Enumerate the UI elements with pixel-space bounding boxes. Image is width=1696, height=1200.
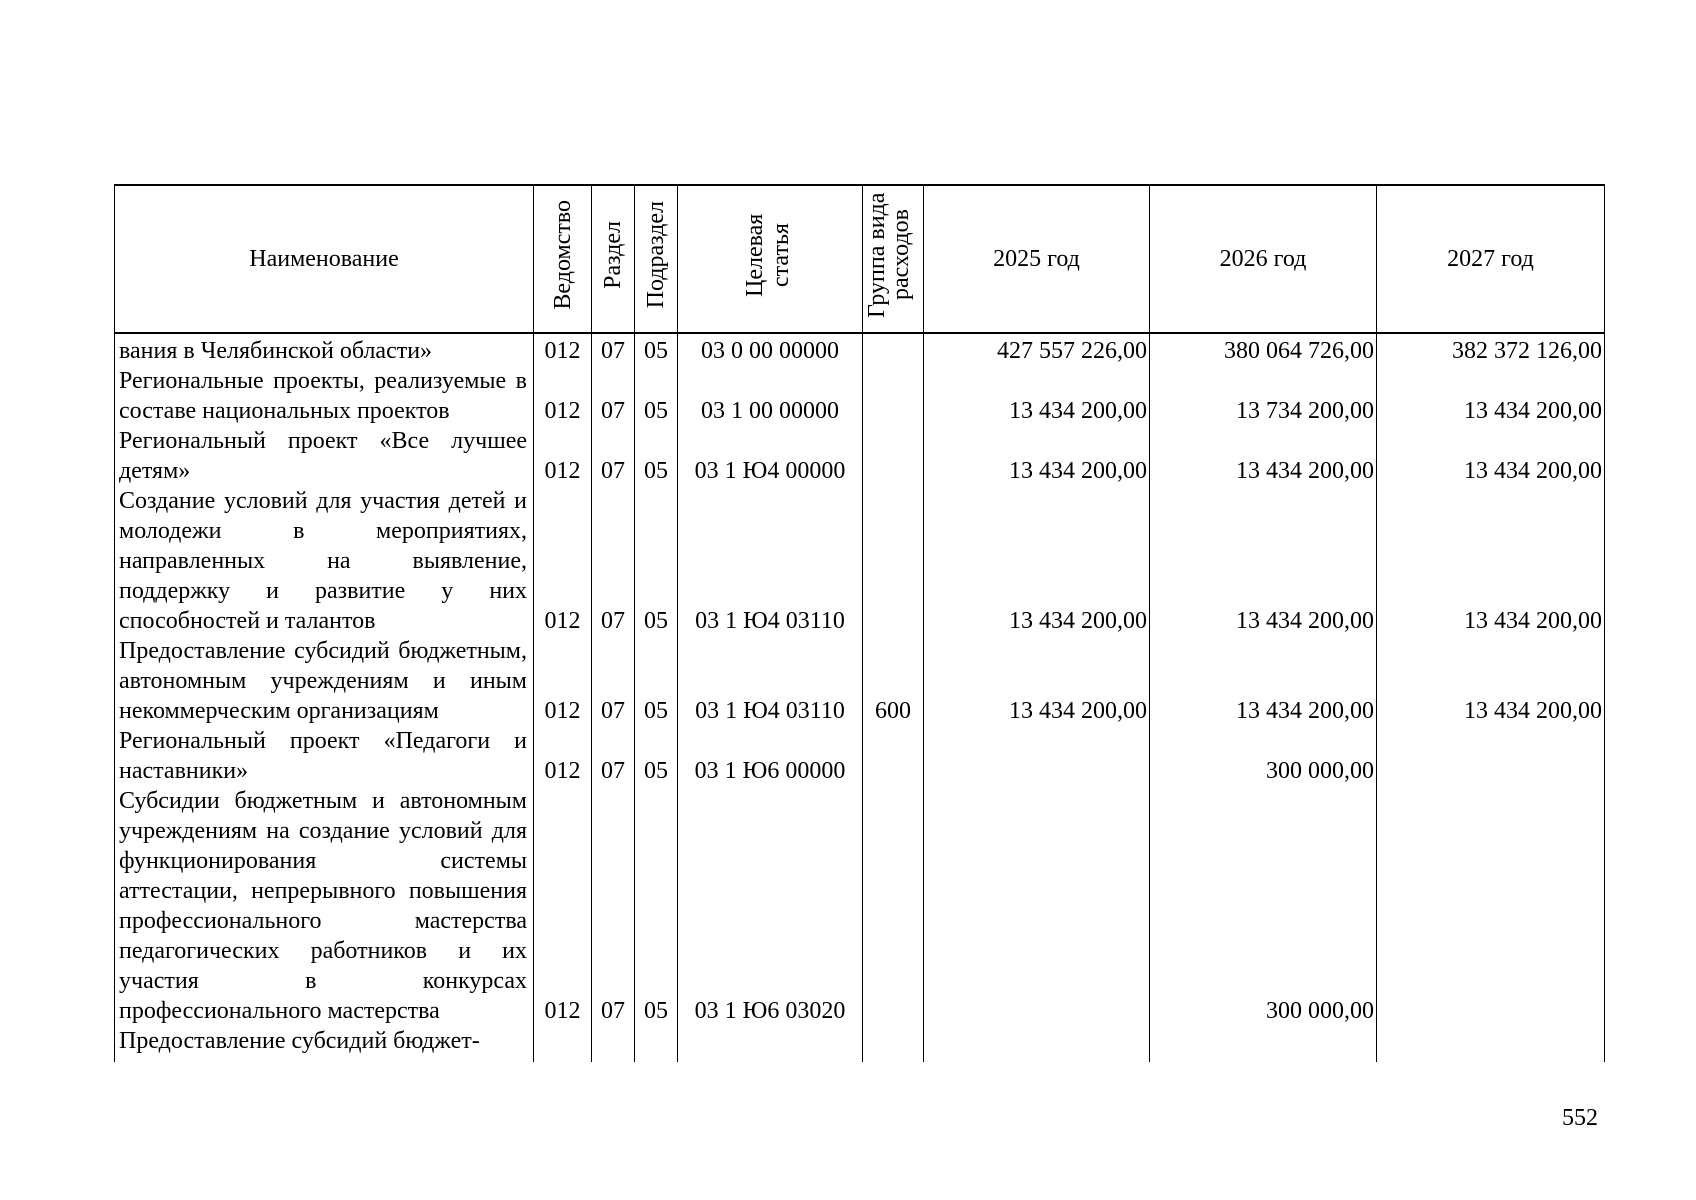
row-2027: 13 434 200,00	[1377, 636, 1605, 726]
row-2027: 13 434 200,00	[1377, 426, 1605, 486]
row-gruppa	[863, 486, 924, 636]
row-vedomstvo: 012	[534, 366, 592, 426]
row-podrazdel: 05	[635, 426, 678, 486]
row-2025	[924, 1026, 1150, 1062]
row-razdel: 07	[592, 366, 635, 426]
row-vedomstvo	[534, 1026, 592, 1062]
row-name: вания в Челябинской области»	[115, 333, 534, 366]
row-tselevaya: 03 1 Ю4 00000	[678, 426, 863, 486]
row-2026: 13 434 200,00	[1150, 426, 1377, 486]
row-vedomstvo: 012	[534, 726, 592, 786]
row-razdel	[592, 1026, 635, 1062]
row-2026: 380 064 726,00	[1150, 333, 1377, 366]
row-name: Создание условий для участия детей и молодежи в мероприятиях, направленных на выявление, поддержку и развитие у них способностей и талантов	[115, 486, 534, 636]
row-tselevaya: 03 1 Ю4 03110	[678, 486, 863, 636]
row-vedomstvo: 012	[534, 426, 592, 486]
row-tselevaya: 03 0 00 00000	[678, 333, 863, 366]
row-2027	[1377, 726, 1605, 786]
row-gruppa	[863, 726, 924, 786]
row-name: Предоставление субсидий бюджет-	[115, 1026, 534, 1062]
page-number: 552	[1562, 1105, 1598, 1131]
row-2027	[1377, 786, 1605, 1026]
row-gruppa	[863, 333, 924, 366]
header-podrazdel: Подраздел	[635, 185, 678, 333]
row-2027: 13 434 200,00	[1377, 486, 1605, 636]
row-podrazdel: 05	[635, 636, 678, 726]
row-gruppa	[863, 1026, 924, 1062]
header-2026: 2026 год	[1150, 185, 1377, 333]
header-name: Наименование	[115, 185, 534, 333]
row-tselevaya	[678, 1026, 863, 1062]
row-vedomstvo: 012	[534, 786, 592, 1026]
row-gruppa: 600	[863, 636, 924, 726]
row-razdel: 07	[592, 426, 635, 486]
row-2025: 13 434 200,00	[924, 426, 1150, 486]
row-2026: 13 434 200,00	[1150, 636, 1377, 726]
row-2027: 13 434 200,00	[1377, 366, 1605, 426]
row-tselevaya: 03 1 Ю6 00000	[678, 726, 863, 786]
table-row	[115, 786, 1605, 1026]
row-razdel: 07	[592, 636, 635, 726]
header-2027: 2027 год	[1377, 185, 1605, 333]
row-podrazdel: 05	[635, 486, 678, 636]
table-row	[115, 426, 1605, 486]
row-podrazdel: 05	[635, 726, 678, 786]
row-gruppa	[863, 786, 924, 1026]
row-2025: 13 434 200,00	[924, 366, 1150, 426]
row-2026: 300 000,00	[1150, 726, 1377, 786]
row-tselevaya: 03 1 Ю4 03110	[678, 636, 863, 726]
row-tselevaya: 03 1 00 00000	[678, 366, 863, 426]
row-podrazdel	[635, 1026, 678, 1062]
row-2026	[1150, 1026, 1377, 1062]
header-row	[115, 185, 1605, 333]
row-vedomstvo: 012	[534, 486, 592, 636]
table-row	[115, 1026, 1605, 1062]
row-2026: 13 734 200,00	[1150, 366, 1377, 426]
row-2025: 13 434 200,00	[924, 486, 1150, 636]
row-podrazdel: 05	[635, 333, 678, 366]
table-row	[115, 333, 1605, 366]
row-tselevaya: 03 1 Ю6 03020	[678, 786, 863, 1026]
row-vedomstvo: 012	[534, 333, 592, 366]
row-2025	[924, 786, 1150, 1026]
row-razdel: 07	[592, 486, 635, 636]
budget-table	[114, 184, 1605, 1062]
row-name: Субсидии бюджетным и автономным учреждениям на создание условий для функционирования системы аттестации, непрерывного повышения профессионального мастерства педагогических работников и их участия в конкурсах профессионального мастерства	[115, 786, 534, 1026]
row-name: Региональный проект «Все лучшее детям»	[115, 426, 534, 486]
row-2025	[924, 726, 1150, 786]
table-row	[115, 636, 1605, 726]
header-razdel: Раздел	[592, 185, 635, 333]
row-gruppa	[863, 366, 924, 426]
row-podrazdel: 05	[635, 366, 678, 426]
row-name: Предоставление субсидий бюджетным, автономным учреждениям и иным некоммерческим организациям	[115, 636, 534, 726]
row-razdel: 07	[592, 726, 635, 786]
row-name: Региональные проекты, реализуемые в составе национальных проектов	[115, 366, 534, 426]
table-row	[115, 366, 1605, 426]
row-razdel: 07	[592, 786, 635, 1026]
row-2025: 13 434 200,00	[924, 636, 1150, 726]
row-2026: 13 434 200,00	[1150, 486, 1377, 636]
row-2025: 427 557 226,00	[924, 333, 1150, 366]
row-2026: 300 000,00	[1150, 786, 1377, 1026]
header-gruppa: Группа вида расходов	[863, 185, 924, 333]
row-vedomstvo: 012	[534, 636, 592, 726]
header-vedomstvo: Ведомство	[534, 185, 592, 333]
row-2027: 382 372 126,00	[1377, 333, 1605, 366]
header-tselevaya: Целевая статья	[678, 185, 863, 333]
row-razdel: 07	[592, 333, 635, 366]
row-name: Региональный проект «Педагоги и наставники»	[115, 726, 534, 786]
budget-table-container	[114, 184, 1604, 1062]
table-row	[115, 726, 1605, 786]
row-gruppa	[863, 426, 924, 486]
row-podrazdel: 05	[635, 786, 678, 1026]
table-row	[115, 486, 1605, 636]
header-2025: 2025 год	[924, 185, 1150, 333]
row-2027	[1377, 1026, 1605, 1062]
